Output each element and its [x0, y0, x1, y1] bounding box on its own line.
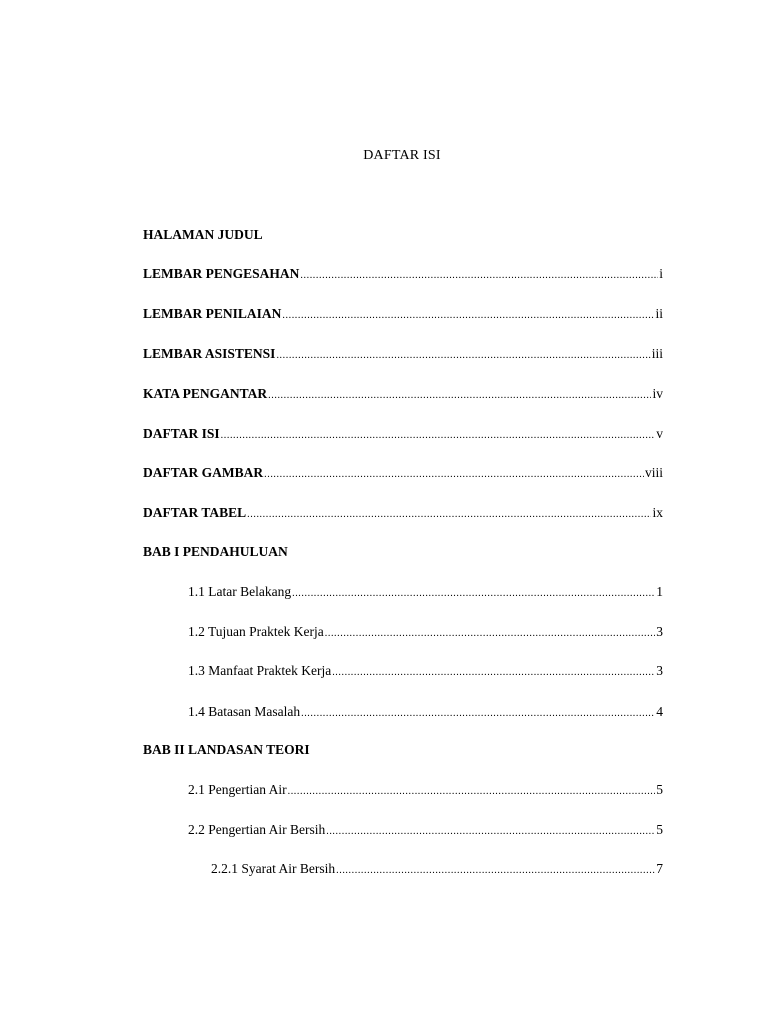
toc-entry-page: 4	[656, 704, 663, 719]
toc-entry-page: ii	[655, 306, 663, 321]
toc-entry-label: HALAMAN JUDUL	[143, 227, 263, 242]
leader-dots	[332, 663, 655, 683]
toc-entry-page: 3	[656, 663, 663, 678]
leader-dots	[301, 704, 655, 724]
toc-entry[interactable]	[143, 264, 663, 284]
toc-entry-label: 1.1 Latar Belakang	[188, 584, 292, 599]
toc-entry-page: v	[656, 426, 663, 441]
toc-entry-label: LEMBAR PENILAIAN	[143, 306, 282, 321]
leader-dots	[326, 822, 655, 842]
toc-entry[interactable]	[143, 740, 663, 760]
leader-dots	[300, 266, 658, 286]
toc-entry[interactable]	[188, 820, 663, 840]
toc-entry-label: 1.4 Batasan Masalah	[188, 704, 301, 719]
toc-entry[interactable]	[188, 702, 663, 722]
toc-entry-page: i	[659, 266, 663, 281]
toc-entry-label: 1.3 Manfaat Praktek Kerja	[188, 663, 332, 678]
toc-entry[interactable]	[143, 463, 663, 483]
leader-dots	[288, 782, 656, 802]
toc-entry-page: 3	[656, 624, 663, 639]
toc-entry-label: 1.2 Tujuan Praktek Kerja	[188, 624, 324, 639]
toc-entry[interactable]	[143, 542, 663, 562]
leader-dots	[292, 584, 655, 604]
toc-entry-label: BAB II LANDASAN TEORI	[143, 742, 310, 757]
leader-dots	[221, 426, 656, 446]
toc-entry-label: LEMBAR PENGESAHAN	[143, 266, 300, 281]
toc-entry-label: BAB I PENDAHULUAN	[143, 544, 288, 559]
toc-entry-page: 7	[656, 861, 663, 876]
toc-entry-page: 5	[656, 822, 663, 837]
leader-dots	[282, 306, 654, 326]
toc-entry[interactable]	[143, 503, 663, 523]
toc-entry-label: DAFTAR ISI	[143, 426, 220, 441]
leader-dots	[268, 386, 651, 406]
toc-entry-page: viii	[644, 465, 663, 480]
leader-dots	[264, 465, 644, 485]
toc-entry-label: 2.2 Pengertian Air Bersih	[188, 822, 326, 837]
toc-entry-label: 2.2.1 Syarat Air Bersih	[211, 861, 336, 876]
toc-entry-label: DAFTAR GAMBAR	[143, 465, 264, 480]
toc-entry[interactable]	[143, 344, 663, 364]
toc-entry-label: LEMBAR ASISTENSI	[143, 346, 276, 361]
toc-entry-page: iv	[652, 386, 663, 401]
leader-dots	[276, 346, 650, 366]
toc-entry[interactable]	[143, 304, 663, 324]
toc-entry[interactable]	[188, 582, 663, 602]
toc-entry-label: KATA PENGANTAR	[143, 386, 268, 401]
toc-entry[interactable]	[188, 780, 663, 800]
page-title: DAFTAR ISI	[363, 148, 441, 163]
toc-entry[interactable]	[188, 661, 663, 681]
toc-entry[interactable]	[188, 622, 663, 642]
toc-entry-page: 1	[656, 584, 663, 599]
toc-entry[interactable]	[211, 859, 663, 879]
leader-dots	[325, 624, 656, 644]
toc-entry-page: ix	[652, 505, 663, 520]
toc-entry-label: 2.1 Pengertian Air	[188, 782, 287, 797]
leader-dots	[336, 861, 655, 881]
toc-entry-label: DAFTAR TABEL	[143, 505, 247, 520]
toc-entry-page: 5	[656, 782, 663, 797]
toc-entry[interactable]	[143, 225, 663, 245]
toc-entry[interactable]	[143, 424, 663, 444]
leader-dots	[247, 505, 651, 525]
toc-entry-page: iii	[651, 346, 663, 361]
toc-entry[interactable]	[143, 384, 663, 404]
